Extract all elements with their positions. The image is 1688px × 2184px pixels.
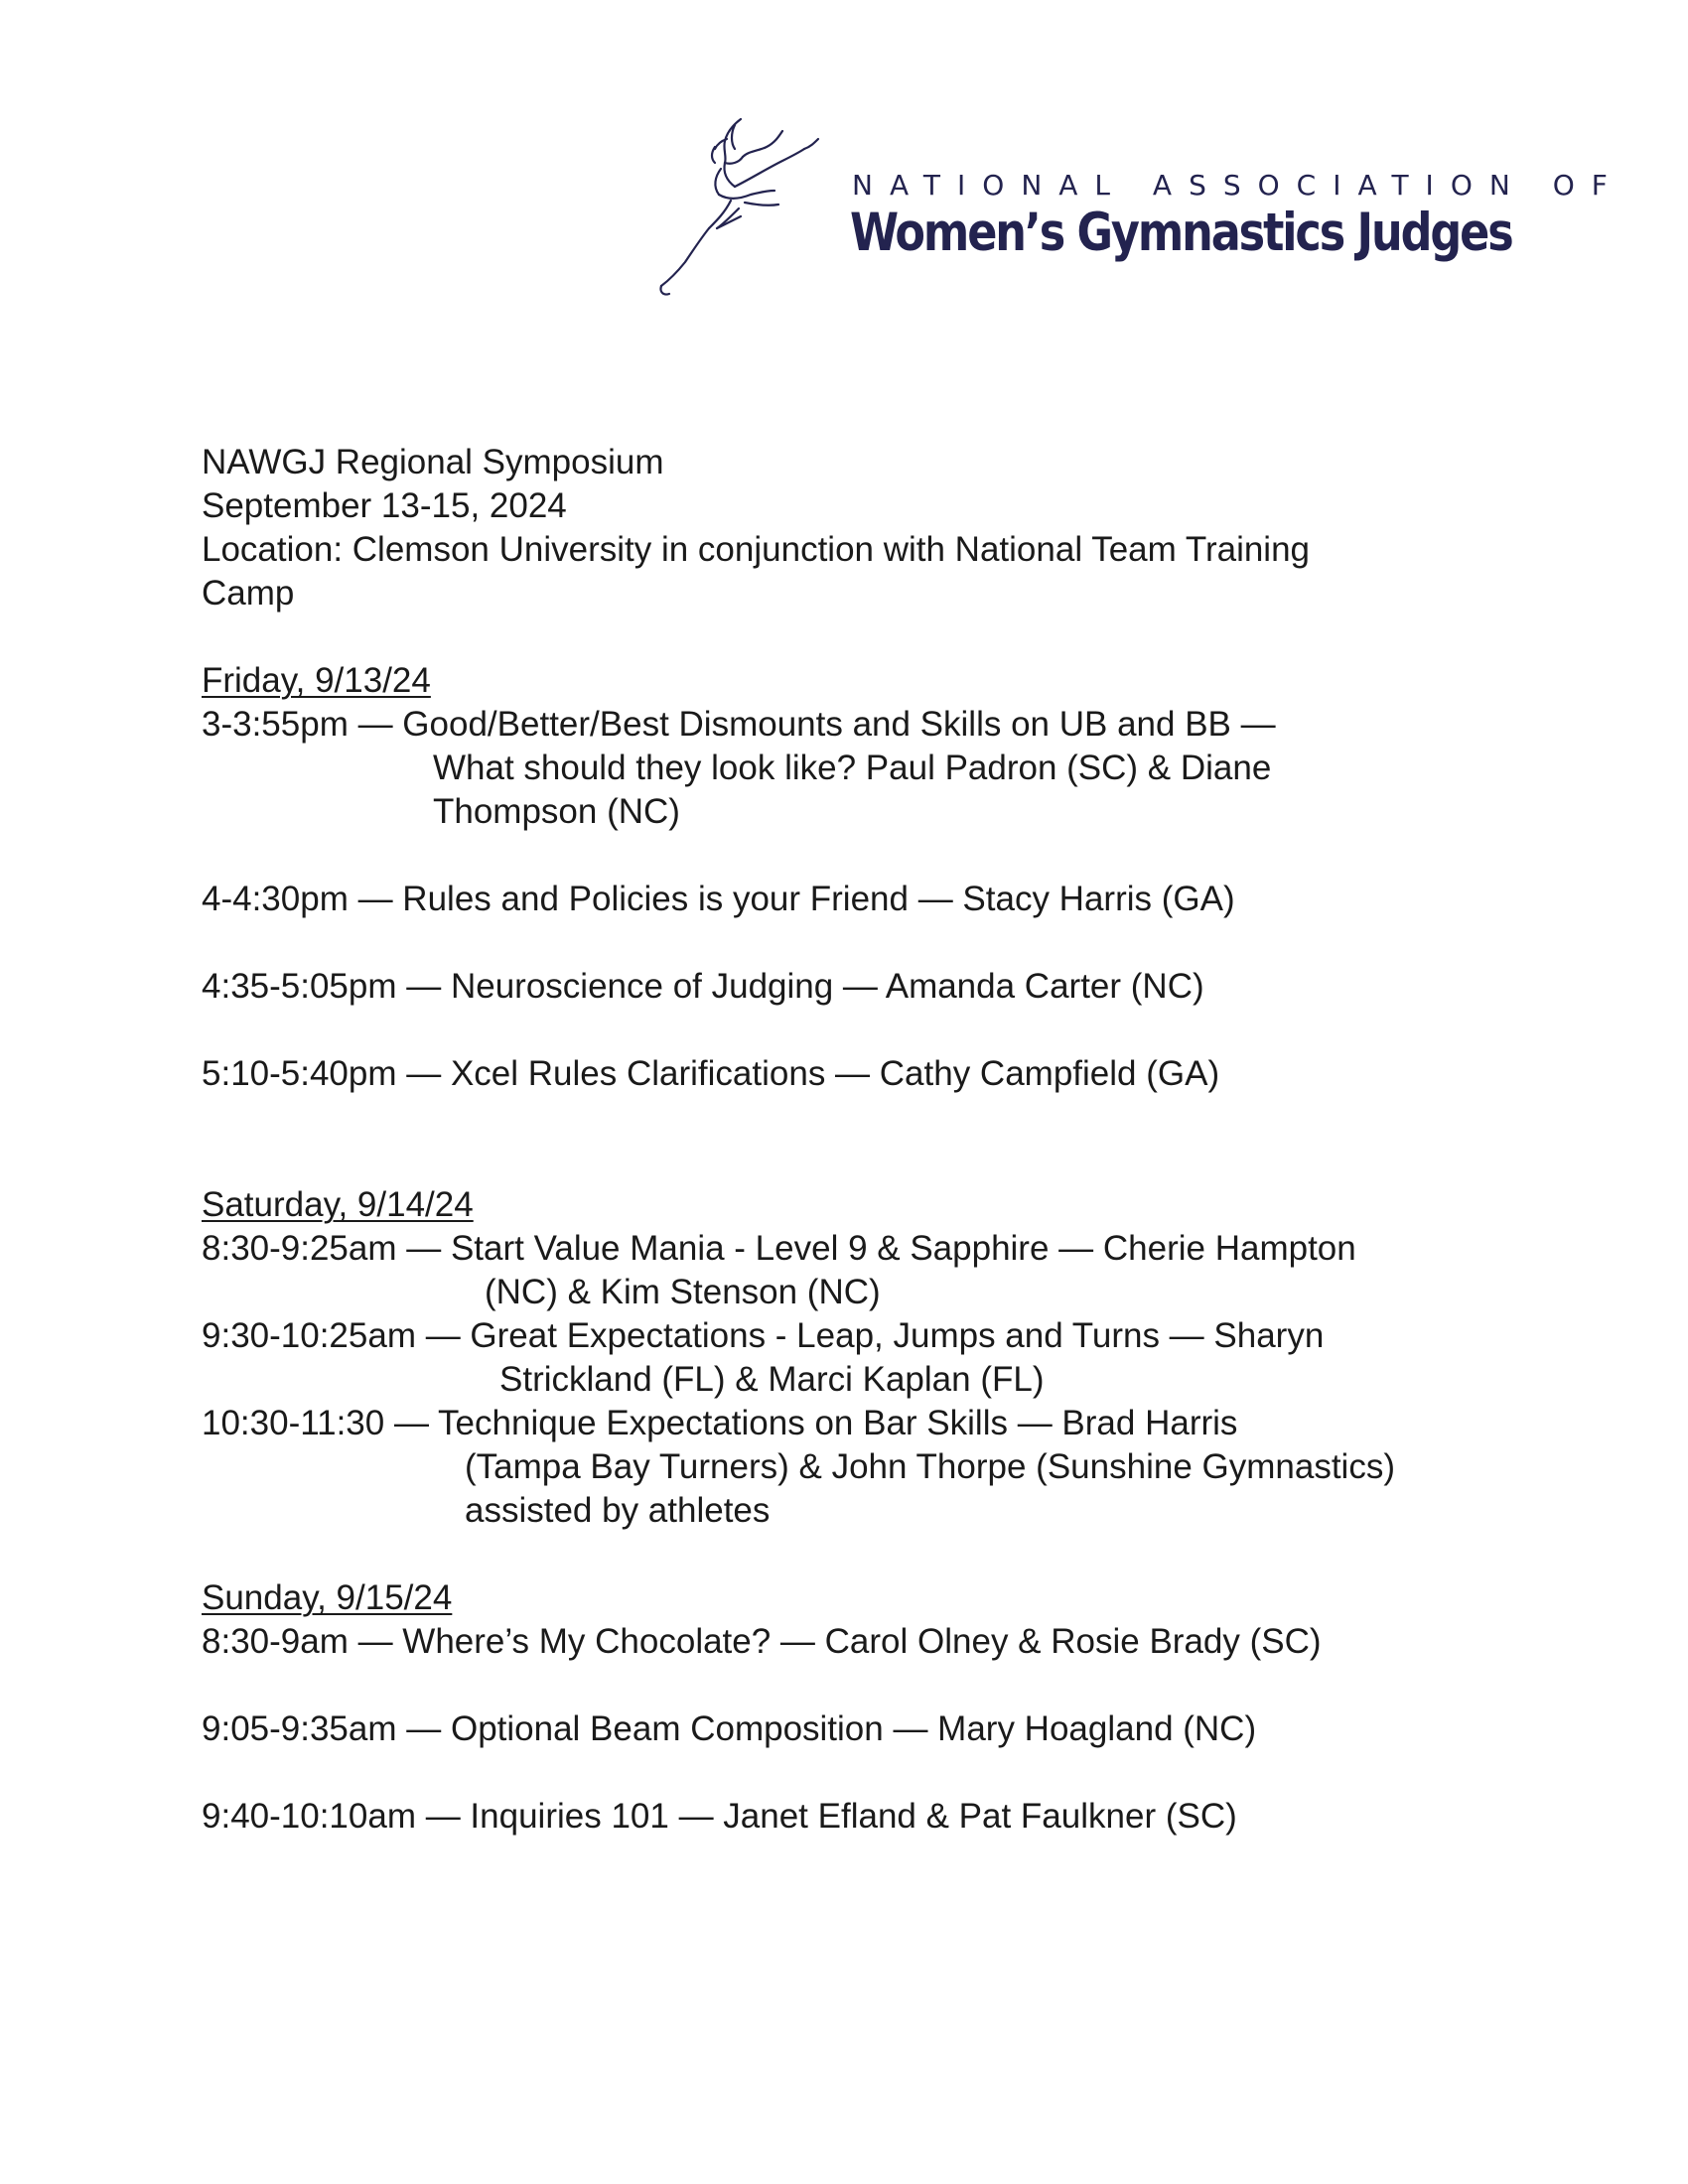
event-location: Location: Clemson University in conjunction with National Team Training bbox=[202, 530, 1311, 569]
session-line: 9:30-10:25am — Great Expectations - Leap, Jumps and Turns — Sharyn bbox=[202, 1316, 1325, 1355]
friday-session-2: 4-4:30pm — Rules and Policies is your Friend — Stacy Harris (GA) bbox=[202, 880, 1235, 918]
session-line: 10:30-11:30 — Technique Expectations on Bar Skills — Brad Harris bbox=[202, 1404, 1238, 1442]
session-line: 8:30-9:25am — Start Value Mania - Level 9 & Sapphire — Cherie Hampton bbox=[202, 1229, 1356, 1268]
event-dates: September 13-15, 2024 bbox=[202, 486, 567, 525]
session-line: 3-3:55pm — Good/Better/Best Dismounts and Skills on UB and BB — bbox=[202, 705, 1276, 744]
saturday-heading: Saturday, 9/14/24 bbox=[202, 1185, 474, 1224]
document-title: NAWGJ Regional Symposium bbox=[202, 443, 664, 481]
session-line: (Tampa Bay Turners) & John Thorpe (Sunshine Gymnastics) bbox=[465, 1447, 1395, 1486]
saturday-session-1 bbox=[202, 1227, 1512, 1314]
sunday-session-2: 9:05-9:35am — Optional Beam Composition — Mary Hoagland (NC) bbox=[202, 1709, 1257, 1748]
session-line: Thompson (NC) bbox=[433, 792, 680, 831]
sunday-session-1: 8:30-9am — Where’s My Chocolate? — Carol Olney & Rosie Brady (SC) bbox=[202, 1622, 1322, 1661]
event-location-cont: Camp bbox=[202, 574, 295, 613]
friday-session-4: 5:10-5:40pm — Xcel Rules Clarifications — Cathy Campfield (GA) bbox=[202, 1054, 1220, 1093]
friday-heading: Friday, 9/13/24 bbox=[202, 661, 431, 700]
sunday-session-3: 9:40-10:10am — Inquiries 101 — Janet Efland & Pat Faulkner (SC) bbox=[202, 1797, 1237, 1836]
session-line: What should they look like? Paul Padron (SC) & Diane bbox=[433, 749, 1272, 787]
saturday-session-2 bbox=[202, 1314, 1512, 1402]
logo-organization-name: Women’s Gymnastics Judges bbox=[850, 203, 1512, 263]
sunday-heading: Sunday, 9/15/24 bbox=[202, 1578, 453, 1617]
session-line: assisted by athletes bbox=[465, 1491, 771, 1530]
saturday-session-3 bbox=[202, 1402, 1512, 1533]
friday-session-1 bbox=[202, 703, 1512, 834]
nawgj-logo bbox=[655, 117, 1624, 316]
logo-association-text: NATIONAL ASSOCIATION OF bbox=[852, 169, 1624, 202]
gymnast-silhouette-icon bbox=[655, 117, 834, 316]
session-line: (NC) & Kim Stenson (NC) bbox=[485, 1273, 881, 1311]
symposium-document bbox=[202, 441, 1512, 1839]
friday-session-3: 4:35-5:05pm — Neuroscience of Judging — Amanda Carter (NC) bbox=[202, 967, 1204, 1006]
session-line: Strickland (FL) & Marci Kaplan (FL) bbox=[499, 1360, 1045, 1399]
